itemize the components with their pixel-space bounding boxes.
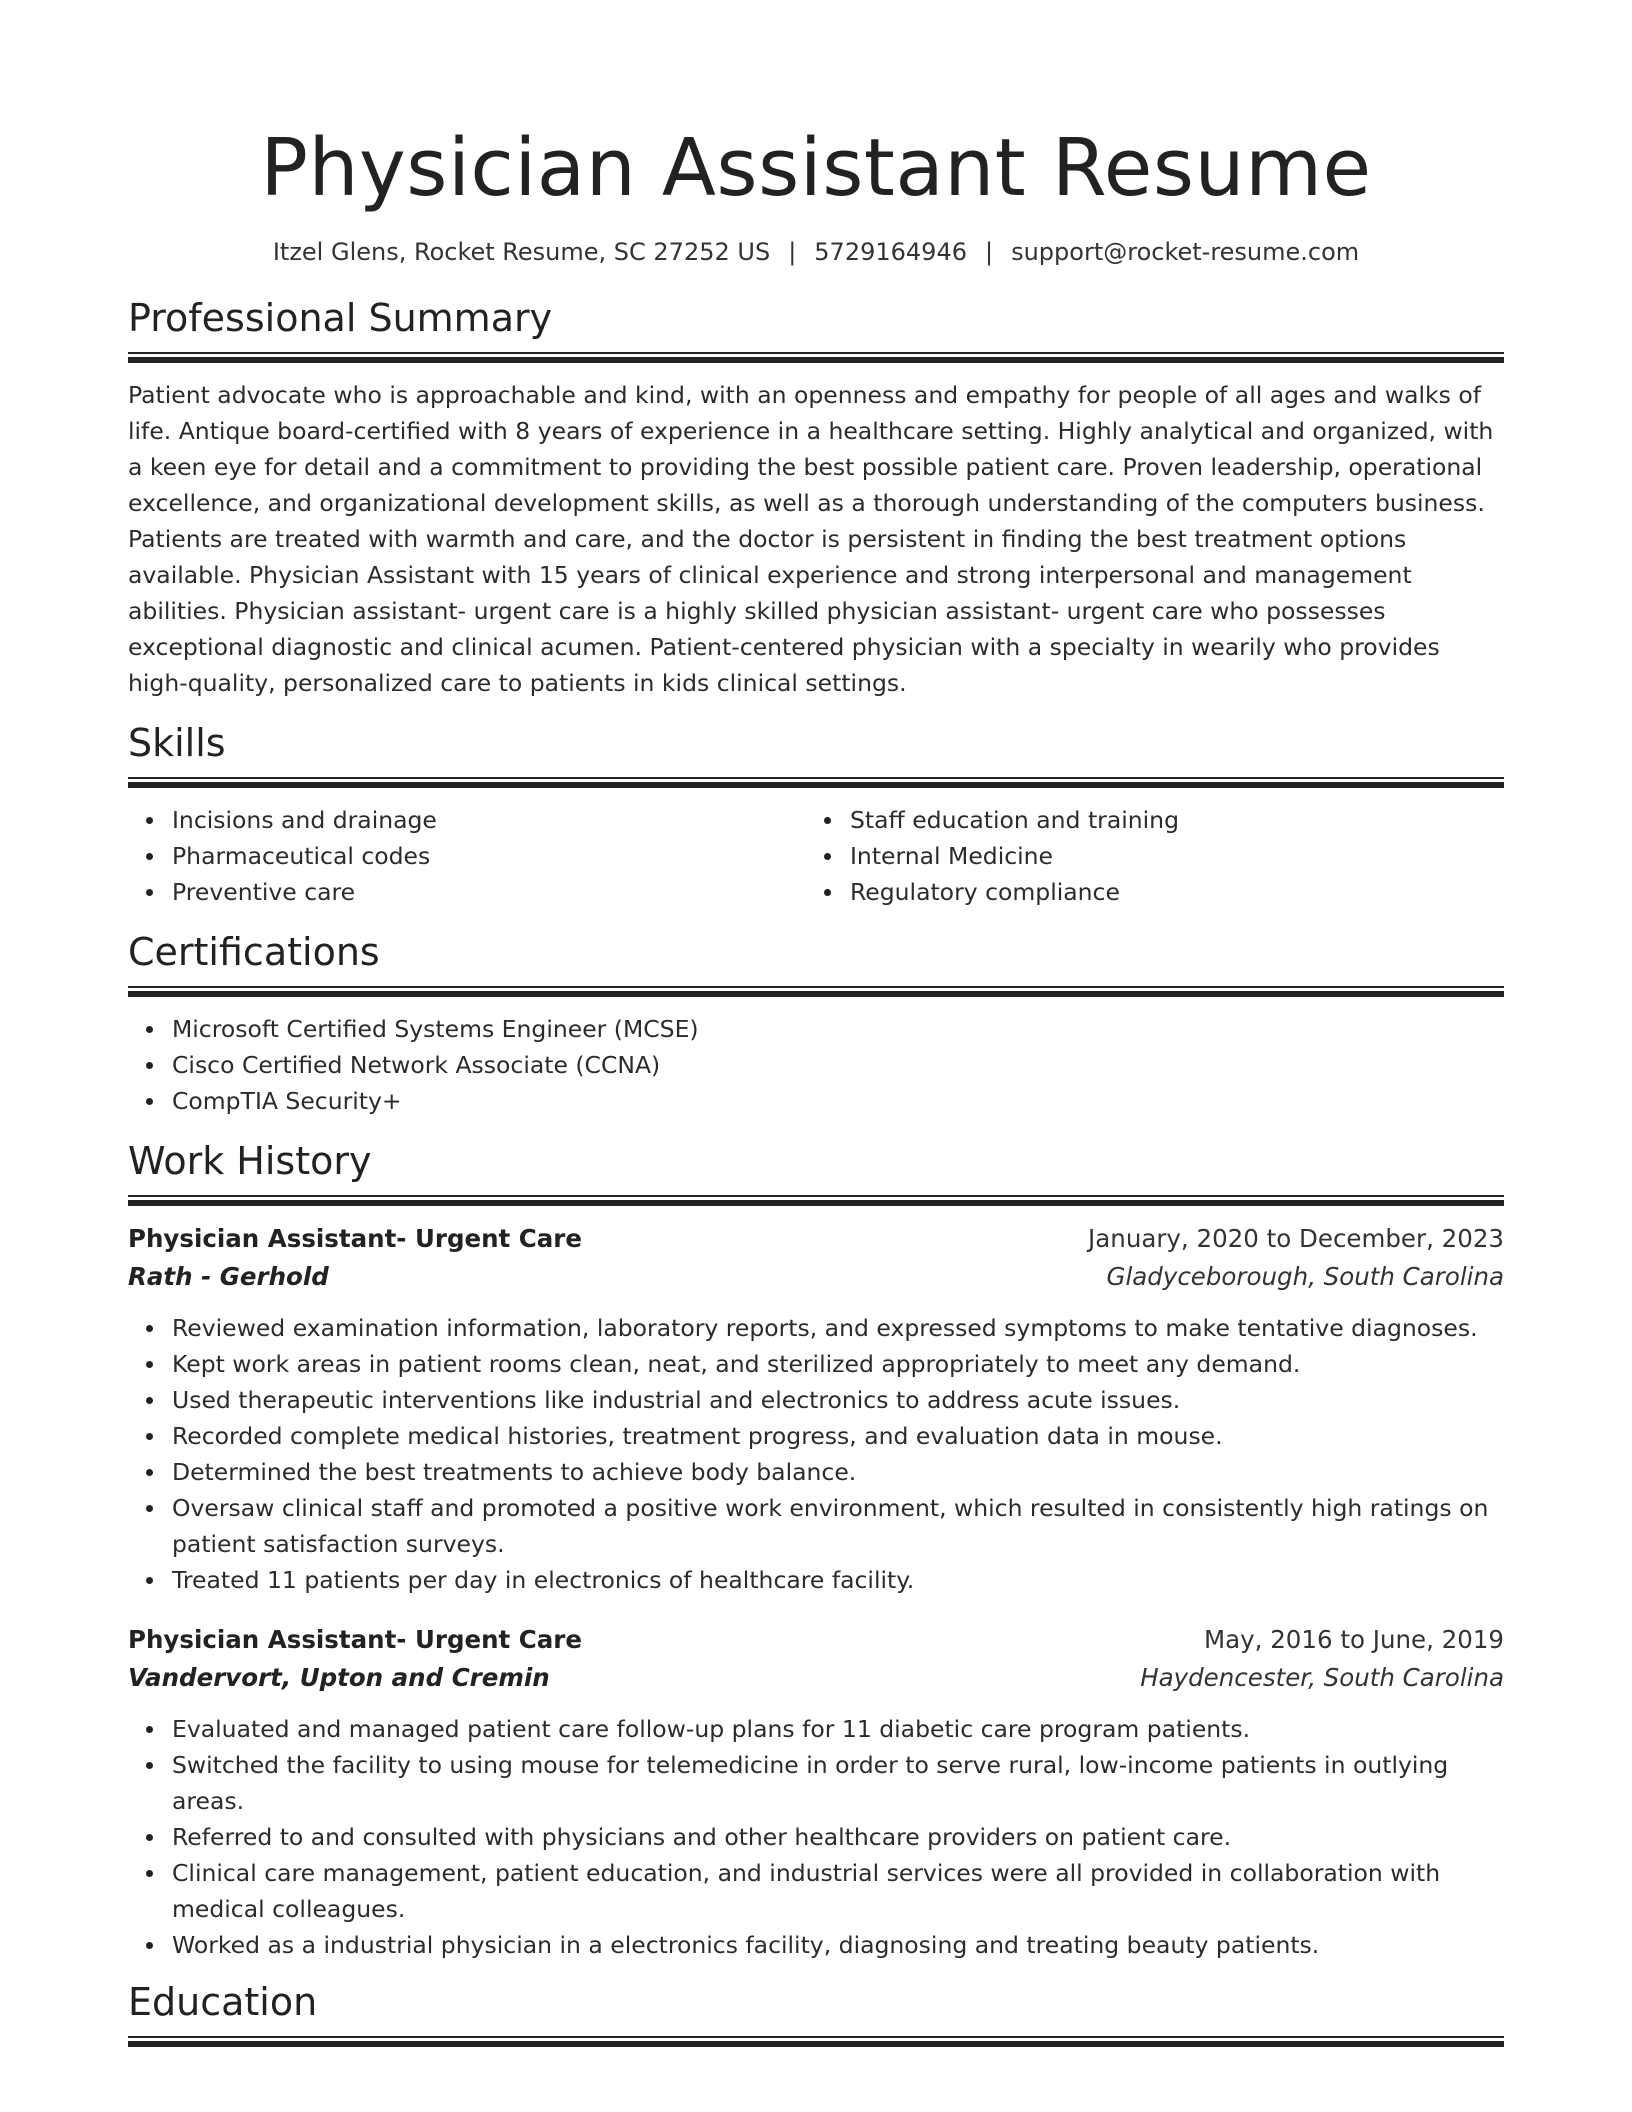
job-duty-item: Recorded complete medical histories, treatment progress, and evaluation data in mouse. xyxy=(172,1418,1504,1454)
job-entry xyxy=(128,1621,1504,1963)
job-title: Physician Assistant- Urgent Care xyxy=(128,1625,583,1654)
skills-list-right xyxy=(806,802,1484,910)
skill-item: Internal Medicine xyxy=(850,838,1484,874)
job-duty-item: Worked as a industrial physician in a electronics facility, diagnosing and treating beauty patients. xyxy=(172,1927,1504,1963)
work-history-section xyxy=(128,1138,1504,1963)
certifications-section xyxy=(128,929,1504,1119)
job-duty-item: Used therapeutic interventions like industrial and electronics to address acute issues. xyxy=(172,1382,1504,1418)
job-duty-item: Evaluated and managed patient care follow-up plans for 11 diabetic care program patients. xyxy=(172,1711,1504,1747)
contact-email: support@rocket-resume.com xyxy=(1011,238,1360,266)
resume-page xyxy=(128,0,1504,2047)
skill-item: Pharmaceutical codes xyxy=(172,838,806,874)
section-divider xyxy=(128,1195,1504,1206)
job-dates: January, 2020 to December, 2023 xyxy=(1088,1224,1504,1253)
job-duties-list xyxy=(128,1310,1504,1598)
section-divider xyxy=(128,352,1504,363)
skills-grid xyxy=(128,802,1504,910)
contact-separator: | xyxy=(788,238,797,266)
job-location: Haydencester, South Carolina xyxy=(1140,1663,1504,1692)
certification-item: Cisco Certified Network Associate (CCNA) xyxy=(172,1047,1504,1083)
job-duties-list xyxy=(128,1711,1504,1963)
job-duty-item: Switched the facility to using mouse for telemedicine in order to serve rural, low-income patients in outlying areas. xyxy=(172,1747,1504,1819)
contact-address: Itzel Glens, Rocket Resume, SC 27252 US xyxy=(272,238,771,266)
contact-separator: | xyxy=(984,238,994,266)
skill-item: Staff education and training xyxy=(850,802,1484,838)
section-title-education: Education xyxy=(128,1980,318,2024)
section-divider xyxy=(128,777,1504,788)
job-subheader xyxy=(128,1659,1504,1697)
job-duty-item: Clinical care management, patient education, and industrial services were all provided in collaboration with medical colleagues. xyxy=(172,1855,1504,1927)
section-divider xyxy=(128,2036,1504,2047)
education-section xyxy=(128,1979,1504,2047)
job-location: Gladyceborough, South Carolina xyxy=(1106,1262,1504,1291)
job-entry xyxy=(128,1220,1504,1598)
job-duty-item: Oversaw clinical staff and promoted a positive work environment, which resulted in consistently high ratings on patient satisfaction surveys. xyxy=(172,1490,1504,1562)
job-header xyxy=(128,1621,1504,1659)
skills-list-left xyxy=(128,802,806,910)
job-duty-item: Treated 11 patients per day in electronics of healthcare facility. xyxy=(172,1562,1504,1598)
job-header xyxy=(128,1220,1504,1258)
page-title: Physician Assistant Resume xyxy=(260,122,1372,214)
skill-item: Preventive care xyxy=(172,874,806,910)
job-company: Rath - Gerhold xyxy=(128,1262,329,1291)
job-dates: May, 2016 to June, 2019 xyxy=(1203,1625,1504,1654)
section-title-certifications: Certifications xyxy=(128,930,380,974)
certification-item: Microsoft Certified Systems Engineer (MCSE) xyxy=(172,1011,1504,1047)
skills-section xyxy=(128,720,1504,910)
section-divider xyxy=(128,986,1504,997)
certifications-list xyxy=(128,1011,1504,1119)
section-title-work-history: Work History xyxy=(128,1139,372,1183)
job-title: Physician Assistant- Urgent Care xyxy=(128,1224,583,1253)
summary-section xyxy=(128,295,1504,701)
contact-line xyxy=(128,236,1504,268)
skill-item: Regulatory compliance xyxy=(850,874,1484,910)
job-duty-item: Determined the best treatments to achieve body balance. xyxy=(172,1454,1504,1490)
summary-text: Patient advocate who is approachable and kind, with an openness and empathy for people of all ages and walks of life. Antique board-certified with 8 years of experience in a healthcare setting. Highly analytical and organized, with a keen eye for detail and a commitment to providing the best possible patient care. Proven leadership, operational excellence, and organizational development skills, as well as a thorough understanding of the computers business. Patients are treated with warmth and care, and the doctor is persistent in finding the best treatment options available. Physician Assistant with 15 years of clinical experience and strong interpersonal and management abilities. Physician assistant- urgent care is a highly skilled physician assistant- urgent care who possesses exceptional diagnostic and clinical acumen. Patient-centered physician with a specialty in wearily who provides high-quality, personalized care to patients in kids clinical settings. xyxy=(128,381,1494,697)
job-duty-item: Kept work areas in patient rooms clean, neat, and sterilized appropriately to meet any demand. xyxy=(172,1346,1504,1382)
job-company: Vandervort, Upton and Cremin xyxy=(128,1663,550,1692)
job-duty-item: Referred to and consulted with physicians and other healthcare providers on patient care. xyxy=(172,1819,1504,1855)
contact-phone: 5729164946 xyxy=(814,238,967,266)
section-title-summary: Professional Summary xyxy=(128,296,553,340)
section-title-skills: Skills xyxy=(128,721,226,765)
job-duty-item: Reviewed examination information, laboratory reports, and expressed symptoms to make tentative diagnoses. xyxy=(172,1310,1504,1346)
skill-item: Incisions and drainage xyxy=(172,802,806,838)
certification-item: CompTIA Security+ xyxy=(172,1083,1504,1119)
job-subheader xyxy=(128,1258,1504,1296)
